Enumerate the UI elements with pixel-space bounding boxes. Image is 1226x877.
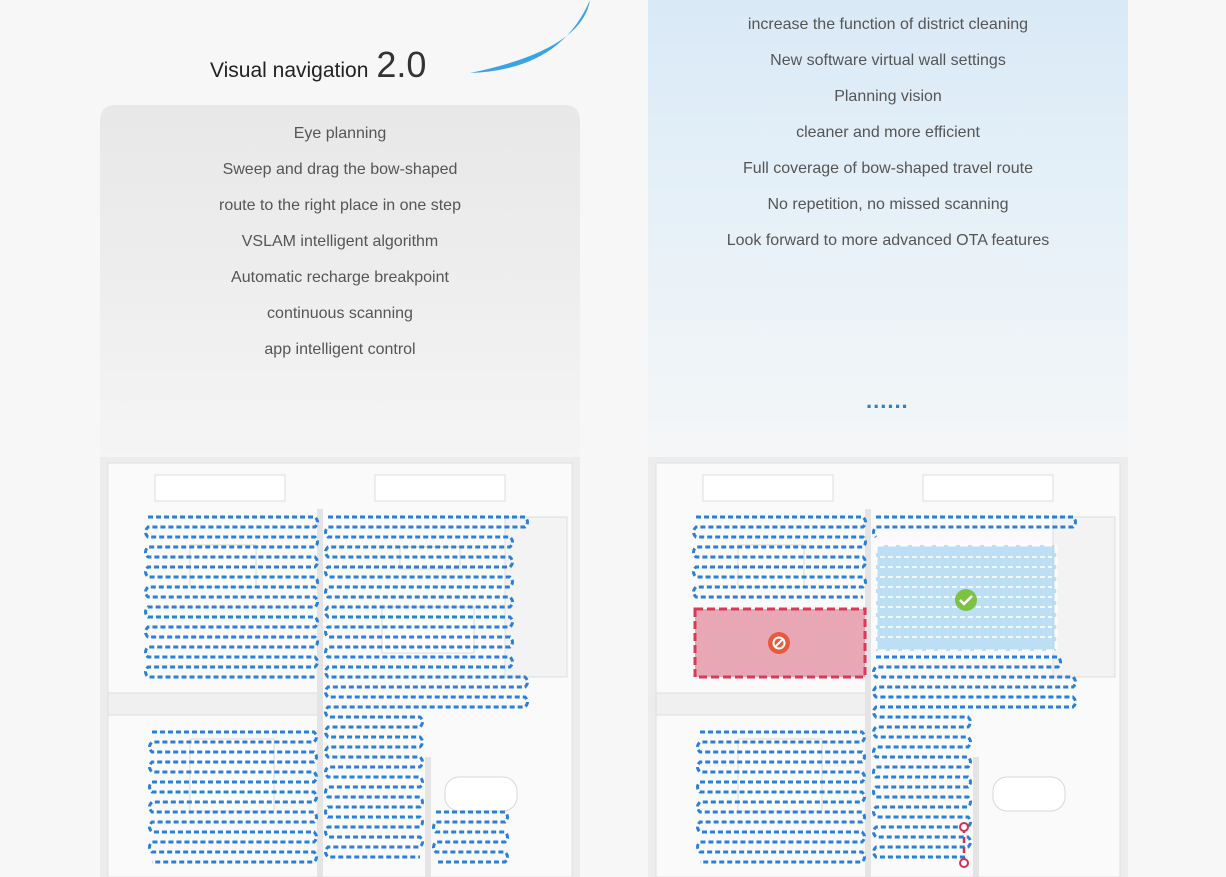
right-feature-item: cleaner and more efficient bbox=[796, 124, 980, 141]
left-feature-item: Sweep and drag the bow-shaped bbox=[222, 161, 458, 178]
left-feature-item: continuous scanning bbox=[267, 305, 413, 322]
left-feature-item: VSLAM intelligent algorithm bbox=[241, 233, 439, 250]
right-feature-item: Look forward to more advanced OTA features bbox=[726, 232, 1050, 249]
left-feature-item: app intelligent control bbox=[264, 341, 416, 358]
page-title-version: 2.0 bbox=[376, 44, 427, 85]
right-feature-item: New software virtual wall settings bbox=[770, 52, 1006, 69]
floor-plan-full-coverage bbox=[100, 457, 580, 877]
left-feature-panel bbox=[100, 105, 580, 460]
more-ellipsis: ...... bbox=[866, 388, 909, 413]
right-feature-item: No repetition, no missed scanning bbox=[767, 196, 1009, 213]
page-title-text: Visual navigation bbox=[210, 59, 369, 82]
page-title bbox=[210, 44, 426, 88]
right-feature-panel bbox=[648, 0, 1128, 460]
no-entry-icon bbox=[768, 632, 790, 654]
left-feature-item: route to the right place in one step bbox=[219, 197, 461, 214]
check-icon bbox=[955, 589, 977, 611]
right-feature-item: Planning vision bbox=[834, 88, 942, 105]
left-feature-item: Automatic recharge breakpoint bbox=[231, 269, 449, 286]
decorative-swoosh bbox=[440, 0, 620, 90]
left-feature-item: Eye planning bbox=[293, 125, 387, 142]
right-feature-item: increase the function of district cleaning bbox=[747, 16, 1029, 33]
right-feature-item: Full coverage of bow-shaped travel route bbox=[743, 160, 1033, 177]
floor-plan-zone-cleaning bbox=[648, 457, 1128, 877]
